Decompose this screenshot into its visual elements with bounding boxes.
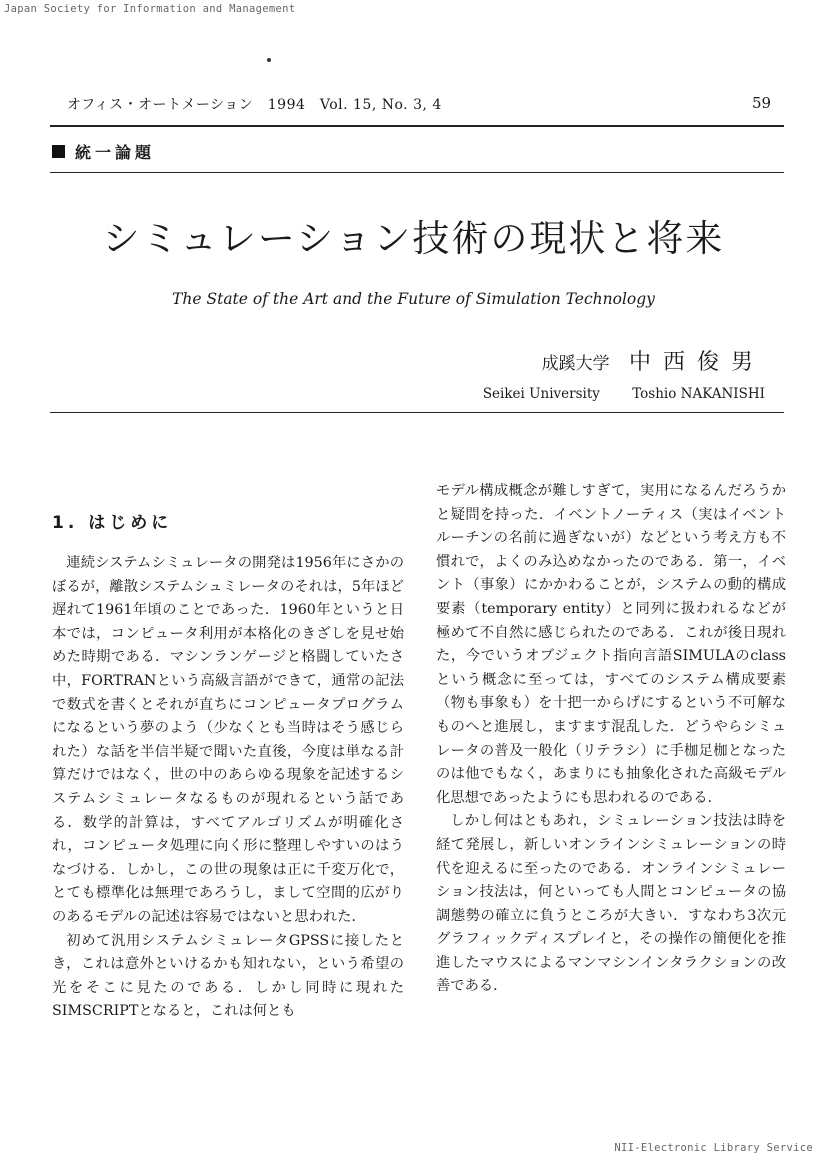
section-heading: 1. はじめに xyxy=(52,513,173,533)
author-name-japanese: 中西俊男 xyxy=(628,350,765,375)
author-block xyxy=(483,345,765,402)
black-square-icon xyxy=(52,145,65,158)
author-japanese-line xyxy=(483,345,765,376)
title-block-rule xyxy=(50,412,784,413)
affiliation-english: Seikei University xyxy=(482,386,600,402)
section-rule xyxy=(50,172,784,173)
section-tag xyxy=(52,140,155,163)
header-rule xyxy=(50,125,784,127)
section-tag-label: 統一論題 xyxy=(75,143,156,162)
paragraph: 初めて汎用システムシミュレータGPSSに接したとき，これは意外といけるかも知れない，という希望の光をそこに見たのである．しかし同時に現れたSIMSCRIPTとなると，これは何とも xyxy=(52,932,404,1020)
body-column-left xyxy=(52,552,404,1024)
author-name-english: Toshio NAKANISHI xyxy=(632,386,765,402)
page-number: 59 xyxy=(752,94,772,112)
library-service-label: NII-Electronic Library Service xyxy=(614,1142,813,1154)
archive-source-label: Japan Society for Information and Management xyxy=(4,3,296,15)
body-column-right xyxy=(436,480,786,999)
running-header: オフィス・オートメーション 1994 Vol. 15, No. 3, 4 xyxy=(67,97,442,113)
title-japanese: シミュレーション技術の現状と将来 xyxy=(102,217,725,260)
title-english: The State of the Art and the Future of Simulation Technology xyxy=(172,290,655,308)
author-english-line xyxy=(483,386,765,402)
paragraph: しかし何はともあれ，シミュレーション技法は時を経て発展し，新しいオンラインシミュレーションの時代を迎えるに至ったのである．オンラインシミュレーション技法は，何といっても人間とコンピュータの協調態勢の確立に負うところが大きい．すなわち3次元グラフィックディスプレイと，その操作の簡便化を推進したマウスによるマンマシンインタラクションの改善である． xyxy=(436,813,786,995)
paragraph: 連続システムシミュレータの開発は1956年にさかのぼるが，離散システムシュミレータのそれは，5年ほど遅れて1961年頃のことであった．1960年というと日本では，コンピュータ利用が本格化のきざしを見せ始めた時期である．マシンランゲージと格闘していたさ中，FORTRANという高級言語ができて，通常の記法で数式を書くとそれが直ちにコンピュータプログラムになるという夢のよう（少なくとも当時はそう感じられた）な話を半信半疑で聞いた直後，今度は単なる計算だけではなく，世の中のあらゆる現象を記述するシステムシミュレータなるものが現れるという話である．数学的計算は，すべてアルゴリズムが明確化され，コンピュータ処理に向く形に整理しやすいのはうなづける．しかし，この世の現象は正に千変万化で，とても標準化は無理であろうし，まして空間的広がりのあるモデルの記述は容易ではないと思われた． xyxy=(52,555,404,925)
scan-dot-mark xyxy=(267,58,271,62)
paragraph-continued: モデル構成概念が難しすぎて，実用になるんだろうかと疑問を持った．イベントノーティス（実はイベントルーチンの名前に過ぎないが）などという考え方も不慣れで，よくのみ込めなかったのである．第一，イベント（事象）にかかわることが，システムの動的構成要素（temporary entity）と同列に扱われるなどが極めて不自然に感じられたのである．これが後日現れた，今でいうオブジェクト指向言語SIMULAのclassという概念に至っては，すべてのシステム構成要素（物も事象も）を十把一からげにするという不可解なものへと進展し，ますます混乱した．どうやらシミュレータの普及一般化（リテラシ）に手枷足枷となったのは他でもなく，あまりにも抽象化された高級モデル化思想であったようにも思われるのである． xyxy=(436,483,786,806)
affiliation-japanese: 成蹊大学 xyxy=(541,354,610,374)
